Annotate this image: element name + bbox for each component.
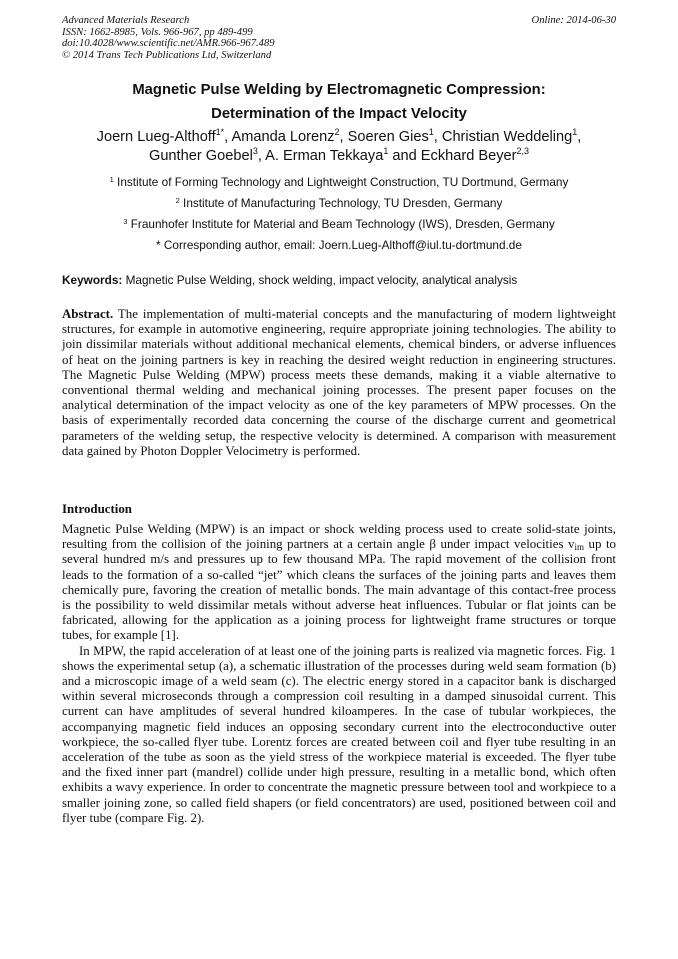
author-affil-mark: 1*: [215, 127, 225, 137]
paragraph: In MPW, the rapid acceleration of at least one of the joining parts is realized via magnetic forces. Fig. 1 shows the experimental setup (a), a schematic illustration of the processes during weld seam formation (b) and a microscopic image of a weld seam (c). The electric energy stored in a capacitor bank is discharged within several microseconds through a compression coil resulting in a damped sinusoidal current. This current can have amplitudes of several hundred kiloamperes. In the case of tubular workpieces, the accompanying magnetic field induces an opposing secondary current into the electroconductive outer workpiece, the so-called flyer tube. Lorentz forces are created between coil and flyer tube resulting in an acceleration of the tube as soon as the yield stress of the workpiece material is exceeded. The flyer tube and the fixed inner part (mandrel) collide under high pressure, resulting in a metallic bond, which often exhibits a wavy experience. In order to concentrate the magnetic pressure between tool and workpiece to a smaller joining zone, so called field shapers (or field concentrators) are used, positioned between coil and flyer tube (compare Fig. 2).: [62, 643, 616, 825]
affiliation-1: [62, 172, 616, 193]
doi-line: doi:10.4028/www.scientific.net/AMR.966-967.489: [62, 38, 275, 50]
affiliation-list: [62, 172, 616, 256]
author-name: Gunther Goebel: [148, 148, 253, 164]
author-separator: ,: [257, 148, 266, 164]
affiliation-number: 3: [123, 217, 128, 226]
author-name: Eckhard Beyer: [420, 148, 517, 164]
introduction-body: [62, 522, 616, 826]
author-separator: ,: [577, 129, 582, 145]
author-name: Joern Lueg-Althoff: [96, 129, 216, 145]
abstract: [62, 307, 616, 459]
author-name: Christian Weddeling: [441, 129, 573, 145]
author-affil-mark: 1: [428, 127, 434, 137]
paragraph: [62, 522, 616, 644]
author-affil-mark: 3: [252, 146, 258, 156]
author-affil-mark: 1: [572, 127, 578, 137]
affiliation-3: [62, 214, 616, 235]
affiliation-number: 2: [175, 196, 180, 205]
affiliation-2: [62, 193, 616, 214]
author-name: Soeren Gies: [347, 129, 429, 145]
title-line-1: Magnetic Pulse Welding by Electromagnetic Compression:: [132, 82, 546, 98]
keywords-label: Keywords:: [62, 273, 123, 287]
affiliation-text: Institute of Manufacturing Technology, TU Dresden, Germany: [183, 196, 503, 210]
section-heading-introduction: Introduction: [62, 502, 132, 516]
subscript: im: [574, 542, 584, 553]
author-affil-mark: 2,3: [516, 146, 530, 156]
online-date: Online: 2014-06-30: [531, 15, 616, 26]
affiliation-text: Fraunhofer Institute for Material and Beam Technology (IWS), Dresden, Germany: [130, 217, 555, 231]
author-separator: ,: [339, 129, 348, 145]
journal-header: [62, 15, 402, 61]
author-separator: and: [388, 148, 421, 164]
corresponding-author: * Corresponding author, email: Joern.Lueg-Althoff@iul.tu-dortmund.de: [156, 238, 522, 252]
author-list: [55, 128, 623, 166]
author-separator: ,: [433, 129, 442, 145]
issn-line: ISSN: 1662-8985, Vols. 966-967, pp 489-499: [62, 26, 253, 38]
abstract-text: The implementation of multi-material concepts and the manufacturing of modern lightweight structures, for example in automotive engineering, require appropriate joining technologies. The ability to join dissimilar materials without additional mechanical elements, chemical binders, or adverse influences of heat on the joining partners is key in reaching the desired weight reduction in engineering structures. The Magnetic Pulse Welding (MPW) process meets these demands, making it a viable alternative to conventional thermal welding and mechanical joining processes. The present paper focuses on the analytical determination of the impact velocity as one of the key parameters of MPW processes. On the basis of experimentally recorded data concerning the course of the discharge current and geometrical parameters of the welding setup, the respective velocity is determined. A comparison with measurement data gained by Photon Doppler Velocimetry is performed.: [62, 307, 617, 458]
copyright-line: © 2014 Trans Tech Publications Ltd, Switzerland: [62, 49, 272, 61]
author-affil-mark: 1: [383, 146, 389, 156]
author-affil-mark: 2: [334, 127, 340, 137]
author-name: Amanda Lorenz: [231, 129, 335, 145]
author-name: A. Erman Tekkaya: [265, 148, 384, 164]
affiliation-text: Institute of Forming Technology and Lightweight Construction, TU Dortmund, Germany: [117, 175, 569, 189]
keywords-text: Magnetic Pulse Welding, shock welding, impact velocity, analytical analysis: [125, 273, 518, 287]
title-line-2: Determination of the Impact Velocity: [211, 106, 467, 122]
paragraph-text: up to several hundred m/s and pressures up to few thousand MPa. The rapid movement of the collision front leads to the formation of a so-called “jet” which cleans the surfaces of the joining parts and leaves them chemically pure, favoring the creation of metallic bonds. The main advantage of this contact-free process is the possibility to weld dissimilar metals without adverse heat influences. Tubular or flat joints can be fabricated, allowing for the application as a joining process for lightweight frame structures or torque tubes, for example [1].: [62, 537, 616, 643]
paper-title: [62, 78, 616, 126]
keywords: [62, 273, 616, 288]
journal-name: Advanced Materials Research: [62, 15, 190, 26]
abstract-label: Abstract.: [62, 307, 114, 321]
paragraph-text: Magnetic Pulse Welding (MPW) is an impact or shock welding process used to create solid-state joints, resulting from the collision of the joining partners at a certain angle β under impact velocities v: [62, 522, 616, 552]
affiliation-number: 1: [109, 175, 114, 184]
author-separator: ,: [224, 129, 232, 145]
